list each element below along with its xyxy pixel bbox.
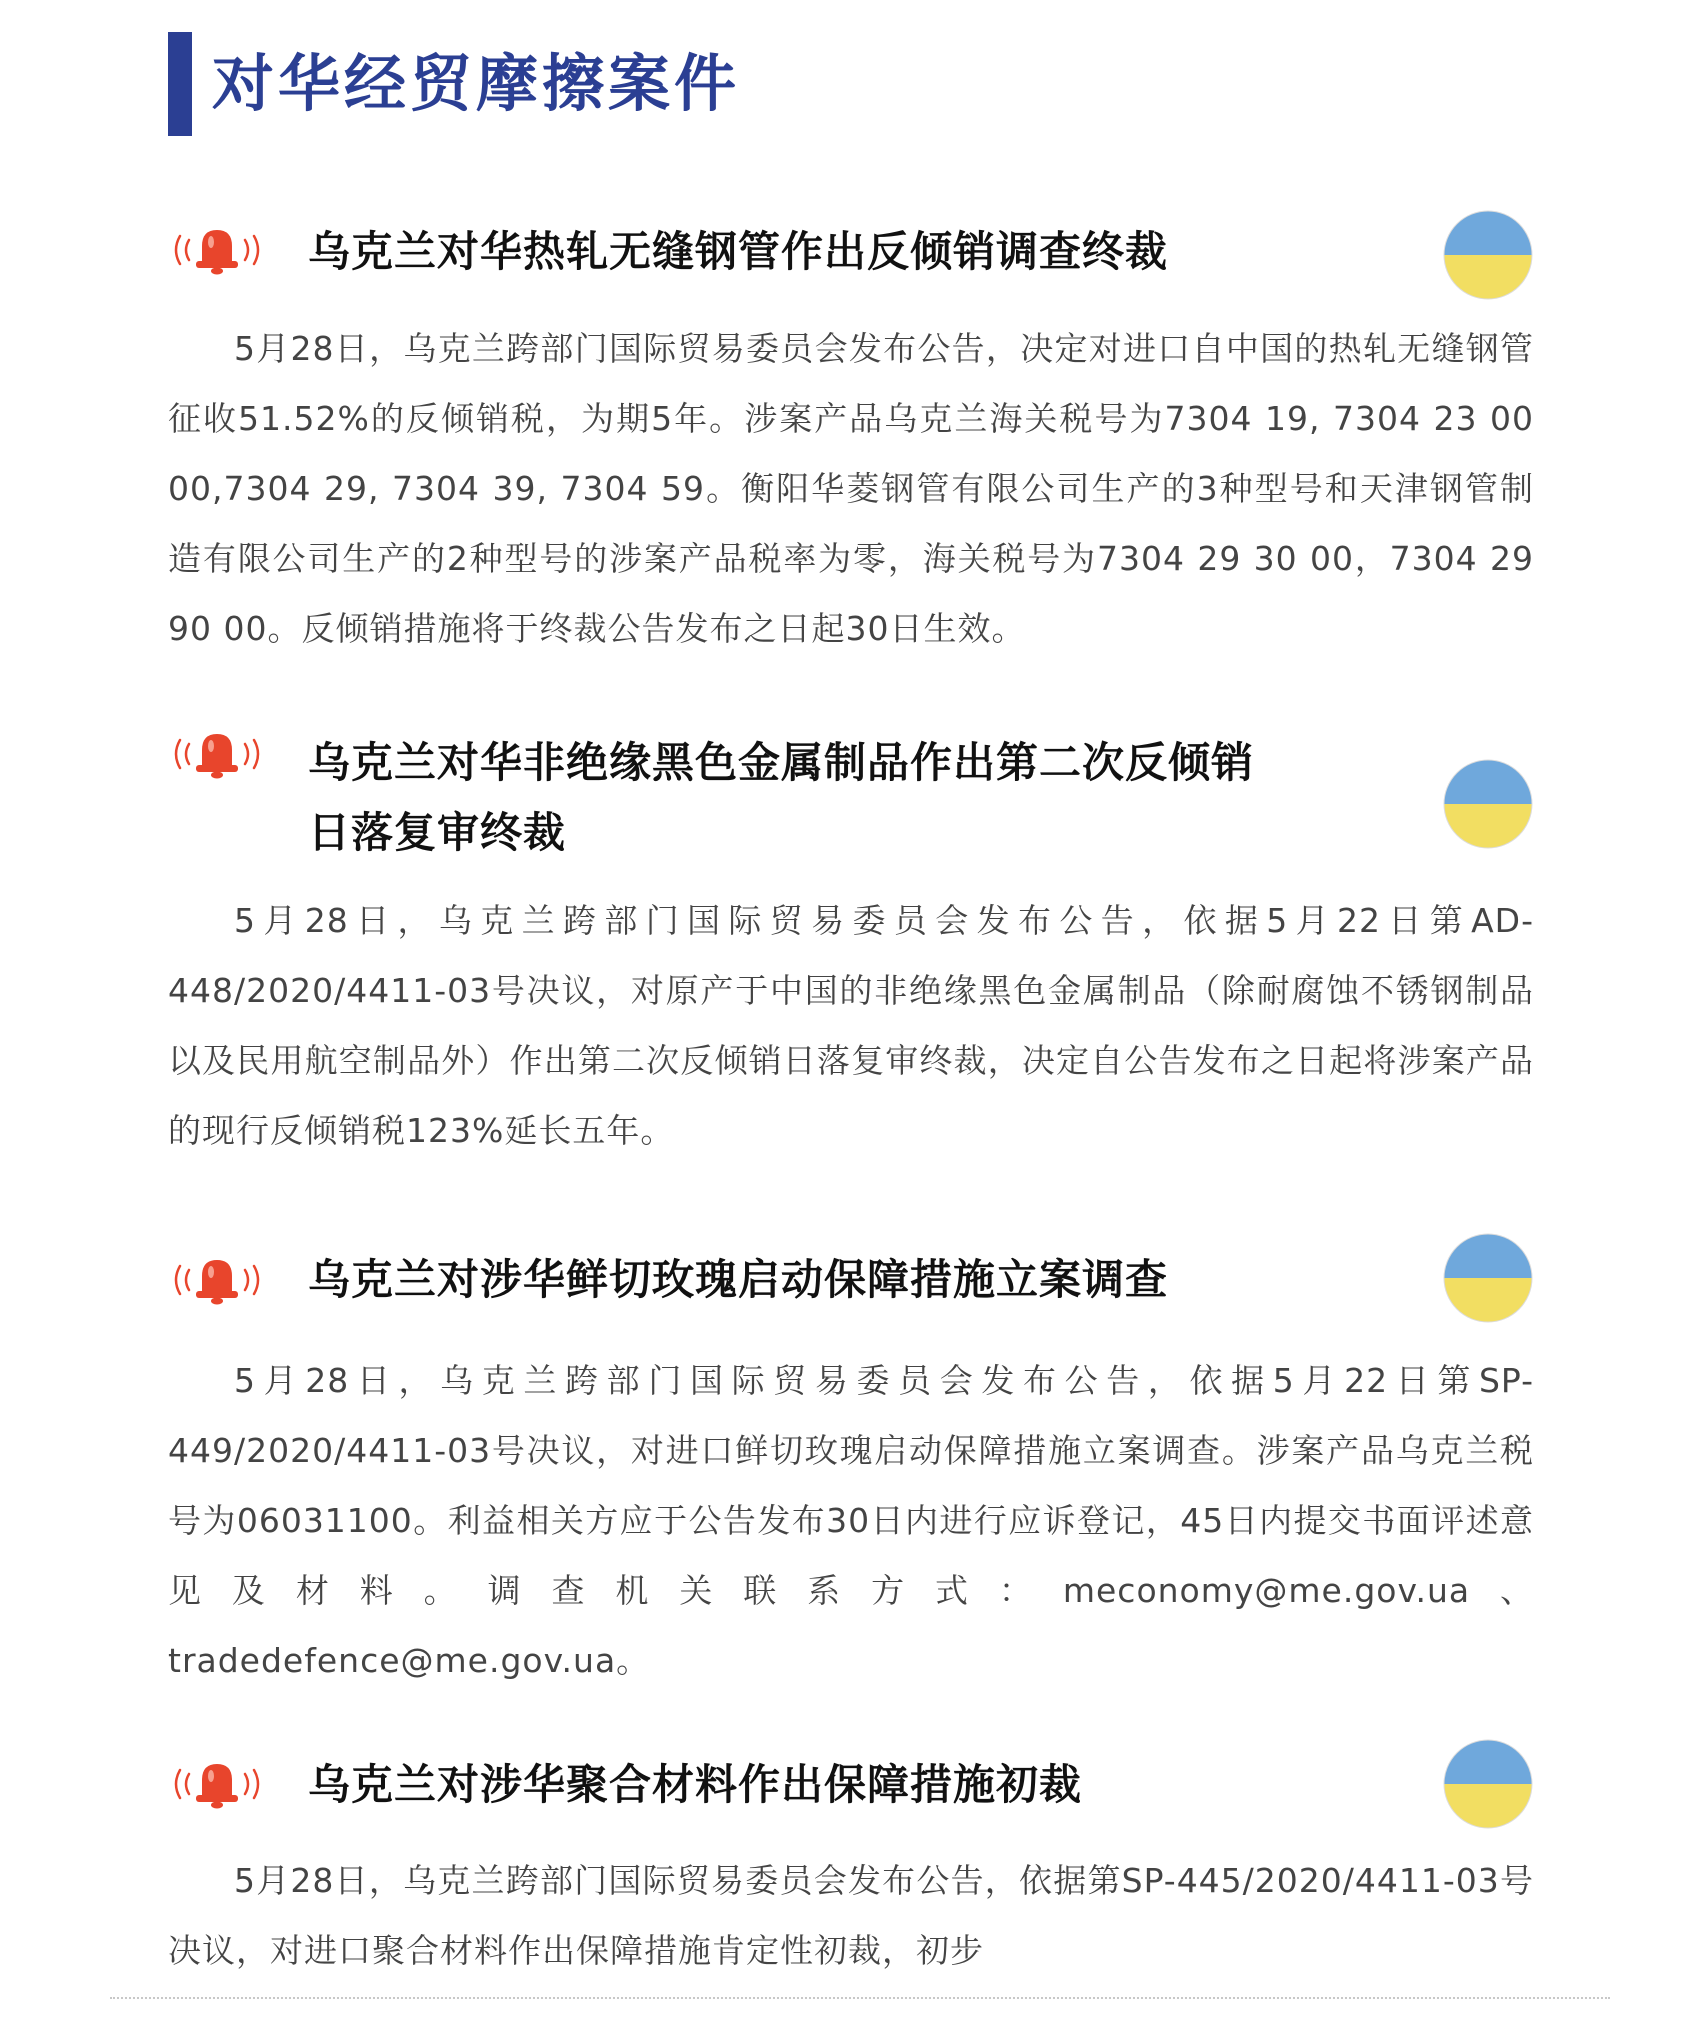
ukraine-flag-icon bbox=[1442, 209, 1534, 301]
article-2 bbox=[168, 728, 1534, 1168]
ukraine-flag-icon bbox=[1442, 1738, 1534, 1830]
ukraine-flag-icon bbox=[1442, 758, 1534, 850]
article-body: 5月28日，乌克兰跨部门国际贸易委员会发布公告，依据5月22日第AD-448/2020/4411-03号决议，对原产于中国的非绝缘黑色金属制品（除耐腐蚀不锈钢制品以及民用航空制品外）作出第二次反倾销日落复审终裁，决定自公告发布之日起将涉案产品的现行反倾销税123%延长五年。 bbox=[168, 901, 1534, 1150]
alarm-bell-icon bbox=[168, 728, 266, 780]
article-title-line: 乌克兰对华非绝缘黑色金属制品作出第二次反倾销 bbox=[308, 738, 1255, 787]
article-title bbox=[308, 1750, 1082, 1820]
article-title-line: 日落复审终裁 bbox=[308, 808, 567, 857]
article-title bbox=[308, 217, 1168, 287]
article-title-line: 乌克兰对涉华聚合材料作出保障措施初裁 bbox=[308, 1760, 1083, 1809]
bottom-divider bbox=[110, 1997, 1610, 1999]
article-title bbox=[308, 728, 1254, 868]
header-accent-bar bbox=[168, 32, 192, 136]
article-title-line: 乌克兰对涉华鲜切玫瑰启动保障措施立案调查 bbox=[308, 1255, 1169, 1304]
ukraine-flag-icon bbox=[1442, 1232, 1534, 1324]
article-4 bbox=[168, 1742, 1534, 2012]
article-1 bbox=[168, 200, 1534, 660]
article-title-line: 乌克兰对华热轧无缝钢管作出反倾销调查终裁 bbox=[308, 227, 1169, 276]
alarm-bell-icon bbox=[168, 224, 266, 276]
article-body: 5月28日，乌克兰跨部门国际贸易委员会发布公告，依据5月22日第SP-449/2020/4411-03号决议，对进口鲜切玫瑰启动保障措施立案调查。涉案产品乌克兰税号为06031100。利益相关方应于公告发布30日内进行应诉登记，45日内提交书面评述意见及材料。调查机关联系方式：meconomy@me.gov.ua、tradedefence@me.gov.ua。 bbox=[168, 1361, 1534, 1680]
section-header bbox=[168, 32, 740, 136]
article-body: 5月28日，乌克兰跨部门国际贸易委员会发布公告，决定对进口自中国的热轧无缝钢管征收51.52%的反倾销税，为期5年。涉案产品乌克兰海关税号为7304 19, 7304 23 00 00,7304 29, 7304 39, 7304 59。衡阳华菱钢管有限公司生产的3种型号和天津钢管制造有限公司生产的2种型号的涉案产品税率为零，海关税号为7304 29 30 00，7304 29 90 00。反倾销措施将于终裁公告发布之日起30日生效。 bbox=[168, 329, 1534, 648]
article-title bbox=[308, 1245, 1168, 1315]
alarm-bell-icon bbox=[168, 1254, 266, 1306]
article-body: 5月28日，乌克兰跨部门国际贸易委员会发布公告，依据第SP-445/2020/4411-03号决议，对进口聚合材料作出保障措施肯定性初裁，初步 bbox=[168, 1861, 1534, 1970]
article-3 bbox=[168, 1240, 1534, 1700]
alarm-bell-icon bbox=[168, 1758, 266, 1810]
section-title: 对华经贸摩擦案件 bbox=[212, 47, 741, 120]
